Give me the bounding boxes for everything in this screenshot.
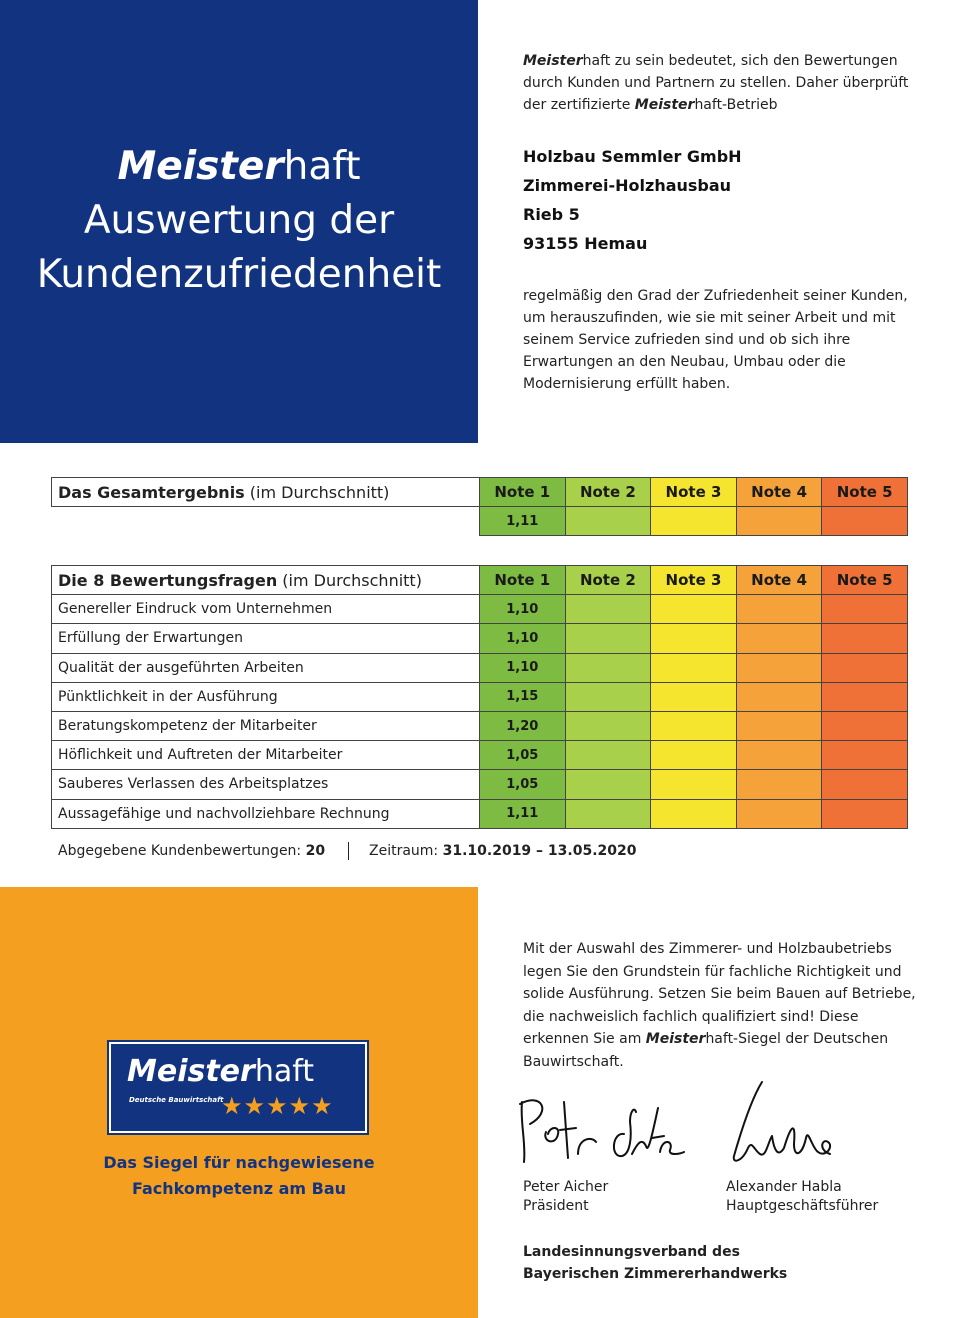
question-label: Höflichkeit und Auftreten der Mitarbeiter <box>52 741 480 770</box>
title-line-2: Auswertung der <box>83 198 395 243</box>
signer-2 <box>726 1178 878 1216</box>
grade-cell <box>651 682 737 711</box>
table-row <box>52 799 908 828</box>
signer-name: Alexander Habla <box>726 1179 842 1195</box>
grade-header-2: Note 2 <box>565 478 651 507</box>
grade-cell <box>822 741 908 770</box>
grade-cell <box>736 770 822 799</box>
company-street: Rieb 5 <box>523 205 580 224</box>
grade-cell <box>822 653 908 682</box>
meisterhaft-seal-logo <box>109 1042 367 1133</box>
company-city: 93155 Hemau <box>523 234 648 253</box>
grade-cell <box>651 507 737 536</box>
review-stats <box>58 842 637 860</box>
grade-cell <box>651 741 737 770</box>
grade-cell <box>822 624 908 653</box>
grade-cell <box>565 741 651 770</box>
intro-text: Meisterhaft zu sein bedeutet, sich den Bewertungen durch Kunden und Partnern zu stellen. Daher überprüft der zertifizierte Meisterhaft-Betrieb <box>523 53 909 113</box>
company-address <box>523 142 742 258</box>
table-row <box>52 682 908 711</box>
grade-header-1: Note 1 <box>480 478 566 507</box>
question-value: 1,11 <box>480 799 566 828</box>
seal-caption <box>0 1150 478 1202</box>
document-title <box>0 140 478 302</box>
grade-cell <box>822 799 908 828</box>
association-line-2: Bayerischen Zimmererhandwerks <box>523 1266 788 1282</box>
grade-cell <box>565 682 651 711</box>
closing-text: Mit der Auswahl des Zimmerer- und Holzbaubetriebs legen Sie den Grundstein für fachliche Richtigkeit und solide Ausführung. Setzen Sie beim Bauen auf Betriebe, die nachweislich fachlich qualifiziert sind! Diese erkennen Sie am Meisterhaft-Siegel der Deutschen Bauwirtschaft. <box>523 941 916 1070</box>
questions-header: Die 8 Bewertungsfragen (im Durchschnitt) <box>52 566 480 595</box>
question-label: Erfüllung der Erwartungen <box>52 624 480 653</box>
grade-cell <box>651 799 737 828</box>
title-line-3: Kundenzufriedenheit <box>36 252 442 297</box>
grade-cell <box>736 741 822 770</box>
question-value: 1,10 <box>480 653 566 682</box>
grade-header-3: Note 3 <box>651 566 737 595</box>
grade-cell <box>736 711 822 740</box>
grade-cell <box>822 595 908 624</box>
grade-header-5: Note 5 <box>822 566 908 595</box>
questions-table <box>51 565 908 829</box>
table-row <box>52 624 908 653</box>
question-value: 1,05 <box>480 770 566 799</box>
count-label: Abgegebene Kundenbewertungen: <box>58 843 302 859</box>
overall-value: 1,11 <box>480 507 566 536</box>
question-label: Pünktlichkeit in der Ausführung <box>52 682 480 711</box>
signer-role: Präsident <box>523 1198 589 1214</box>
seal-subtitle: Deutsche Bauwirtschaft <box>129 1096 224 1104</box>
question-label: Beratungskompetenz der Mitarbeiter <box>52 711 480 740</box>
question-value: 1,05 <box>480 741 566 770</box>
grade-cell <box>822 711 908 740</box>
grade-cell <box>651 624 737 653</box>
grade-cell <box>736 624 822 653</box>
grade-cell <box>565 507 651 536</box>
grade-cell <box>651 653 737 682</box>
signer-role: Hauptgeschäftsführer <box>726 1198 879 1214</box>
grade-cell <box>736 595 822 624</box>
stats-divider <box>348 842 349 860</box>
overall-table <box>51 477 908 536</box>
grade-cell <box>565 595 651 624</box>
grade-header-2: Note 2 <box>565 566 651 595</box>
question-label: Sauberes Verlassen des Arbeitsplatzes <box>52 770 480 799</box>
question-value: 1,20 <box>480 711 566 740</box>
grade-cell <box>565 711 651 740</box>
grade-header-4: Note 4 <box>736 566 822 595</box>
question-label: Genereller Eindruck vom Unternehmen <box>52 595 480 624</box>
count-value: 20 <box>305 843 326 859</box>
grade-cell <box>565 770 651 799</box>
grade-header-4: Note 4 <box>736 478 822 507</box>
grade-cell <box>651 711 737 740</box>
grade-cell <box>651 770 737 799</box>
title-brand: Meisterhaft <box>117 144 361 189</box>
period-label: Zeitraum: <box>369 843 439 859</box>
grade-cell <box>565 799 651 828</box>
seal-caption-line-2: Fachkompetenz am Bau <box>131 1179 347 1198</box>
company-name: Holzbau Semmler GmbH <box>523 147 742 166</box>
grade-cell <box>822 507 908 536</box>
table-row <box>52 770 908 799</box>
grade-cell <box>736 507 822 536</box>
grade-cell <box>565 624 651 653</box>
signer-name: Peter Aicher <box>523 1179 609 1195</box>
signer-1 <box>523 1178 608 1216</box>
association-name <box>523 1241 787 1285</box>
grade-cell <box>822 682 908 711</box>
grade-cell <box>736 682 822 711</box>
question-value: 1,10 <box>480 595 566 624</box>
company-line-2: Zimmerei-Holzhausbau <box>523 176 732 195</box>
question-label: Aussagefähige und nachvollziehbare Rechnung <box>52 799 480 828</box>
table-row <box>52 741 908 770</box>
period-value: 31.10.2019 – 13.05.2020 <box>442 843 637 859</box>
grade-cell <box>651 595 737 624</box>
grade-header-5: Note 5 <box>822 478 908 507</box>
grade-cell <box>736 799 822 828</box>
overall-header: Das Gesamtergebnis (im Durchschnitt) <box>52 478 480 507</box>
star-rating-icon: ★★★★★ <box>221 1092 334 1120</box>
question-value: 1,10 <box>480 624 566 653</box>
grade-header-1: Note 1 <box>480 566 566 595</box>
overall-spacer <box>52 507 480 536</box>
question-value: 1,15 <box>480 682 566 711</box>
signature-peter-aicher <box>512 1082 692 1172</box>
signature-alexander-habla <box>722 1078 852 1168</box>
grade-header-3: Note 3 <box>651 478 737 507</box>
description-text: regelmäßig den Grad der Zufriedenheit seiner Kunden, um herauszufinden, wie sie mit seiner Arbeit und mit seinem Service zufrieden sind und ob sich ihre Erwartungen an den Neubau, Umbau oder die Modernisierung erfüllt haben. <box>523 288 908 392</box>
association-line-1: Landesinnungsverband des <box>523 1244 740 1260</box>
question-label: Qualität der ausgeführten Arbeiten <box>52 653 480 682</box>
grade-cell <box>565 653 651 682</box>
grade-cell <box>822 770 908 799</box>
seal-brand: Meisterhaft <box>127 1054 315 1089</box>
grade-cell <box>736 653 822 682</box>
seal-caption-line-1: Das Siegel für nachgewiesene <box>103 1153 375 1172</box>
table-row <box>52 711 908 740</box>
table-row <box>52 595 908 624</box>
table-row <box>52 653 908 682</box>
